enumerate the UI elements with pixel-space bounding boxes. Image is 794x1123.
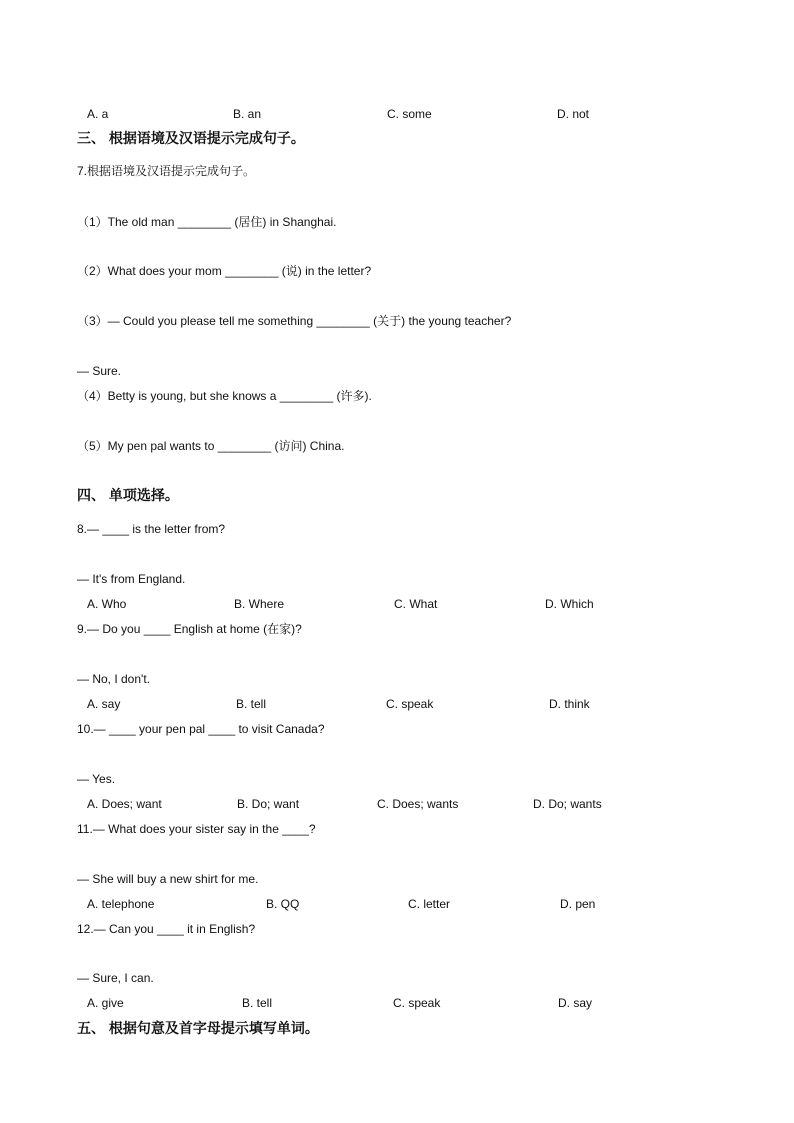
q10-option-d: D. Do; wants — [533, 797, 602, 811]
q7-item-3-reply: — Sure. — [77, 364, 122, 378]
q6-option-c: C. some — [387, 107, 432, 121]
section-3-heading: 三、 根据语境及汉语提示完成句子。 — [77, 130, 305, 146]
q12-option-b: B. tell — [242, 996, 273, 1010]
q7-item-3: （3）— Could you please tell me something ________ (关于) the young teacher? — [77, 314, 512, 328]
q8-option-b: B. Where — [234, 597, 285, 611]
q10-option-a: A. Does; want — [87, 797, 162, 811]
q11-option-d: D. pen — [560, 897, 596, 911]
q10-reply: — Yes. — [77, 772, 116, 786]
q8-stem: 8.— ____ is the letter from? — [77, 522, 226, 536]
q7-item-5: （5）My pen pal wants to ________ (访问) China. — [77, 439, 345, 453]
q10-option-b: B. Do; want — [237, 797, 300, 811]
q9-option-d: D. think — [549, 697, 590, 711]
q10-option-c: C. Does; wants — [377, 797, 459, 811]
q8-option-d: D. Which — [545, 597, 594, 611]
q12-stem: 12.— Can you ____ it in English? — [77, 922, 256, 936]
q7-item-2: （2）What does your mom ________ (说) in the letter? — [77, 264, 372, 278]
q8-option-c: C. What — [394, 597, 438, 611]
q11-option-a: A. telephone — [87, 897, 155, 911]
q8-reply: — It's from England. — [77, 572, 186, 586]
q9-option-b: B. tell — [236, 697, 267, 711]
q10-stem: 10.— ____ your pen pal ____ to visit Canada? — [77, 722, 325, 736]
q12-option-c: C. speak — [393, 996, 441, 1010]
q11-stem: 11.— What does your sister say in the ____? — [77, 822, 316, 836]
q12-option-a: A. give — [87, 996, 124, 1010]
q7-item-1: （1）The old man ________ (居住) in Shanghai. — [77, 215, 337, 229]
q6-option-d: D. not — [557, 107, 590, 121]
section-4-heading: 四、 单项选择。 — [77, 487, 179, 503]
q6-option-a: A. a — [87, 107, 109, 121]
q8-option-a: A. Who — [87, 597, 127, 611]
q9-option-a: A. say — [87, 697, 121, 711]
q9-reply: — No, I don't. — [77, 672, 150, 686]
q7-item-4: （4）Betty is young, but she knows a ________ (许多). — [77, 389, 372, 403]
q9-option-c: C. speak — [386, 697, 434, 711]
q11-reply: — She will buy a new shirt for me. — [77, 872, 259, 886]
q11-option-c: C. letter — [408, 897, 451, 911]
q9-stem: 9.— Do you ____ English at home (在家)? — [77, 622, 302, 636]
section-5-heading: 五、 根据句意及首字母提示填写单词。 — [77, 1020, 319, 1036]
q7-stem: 7.根据语境及汉语提示完成句子。 — [77, 164, 256, 178]
q12-option-d: D. say — [558, 996, 593, 1010]
q12-reply: — Sure, I can. — [77, 971, 154, 985]
q11-option-b: B. QQ — [266, 897, 300, 911]
q6-option-b: B. an — [233, 107, 262, 121]
